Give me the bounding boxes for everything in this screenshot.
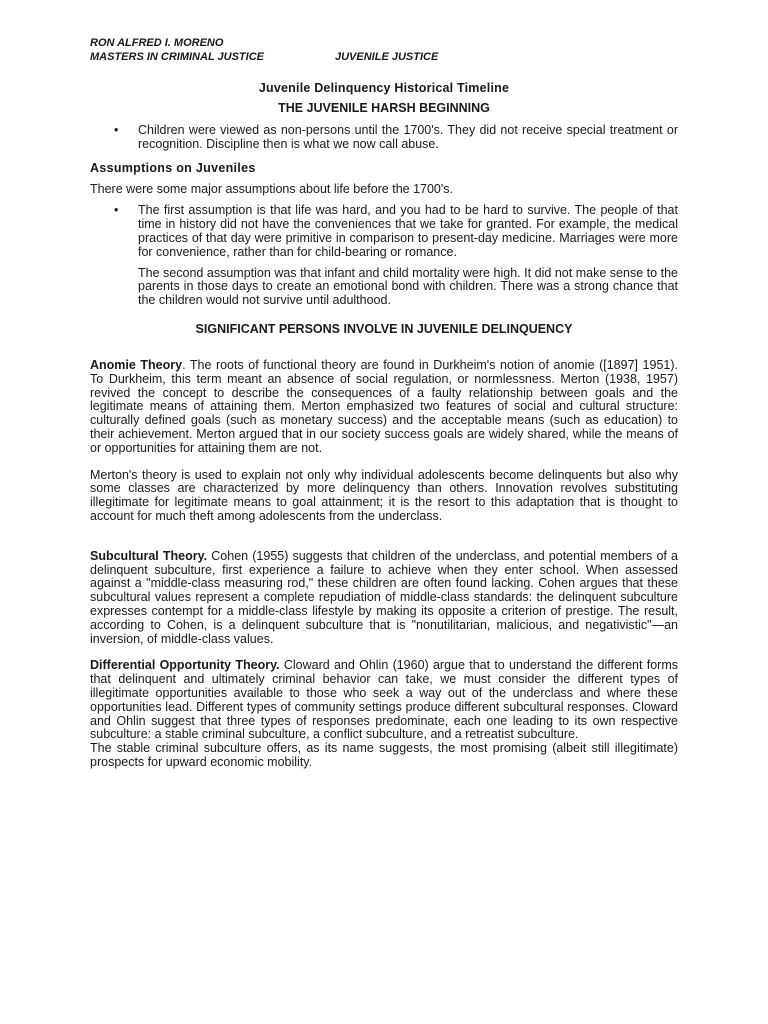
intro-bullet: • Children were viewed as non-persons until the 1700's. They did not receive special treatment or recognition. Discipline then is what we now call abuse. [138, 124, 678, 152]
differential-text: Cloward and Ohlin (1960) argue that to understand the different forms that delinquent and ultimately criminal behavior can take, we must consider the different types of illegitimate opportunities available to those who seek a way out of the underclass and where these opportunities lead. Different types of community settings produce different subcultural responses. Cloward and Ohlin suggest that three types of responses predominate, each one leading to its own respective subculture: a stable criminal subculture, a conflict subculture, and a retreatist subculture. [90, 658, 678, 742]
assumptions-list [90, 204, 678, 259]
intro-list [90, 124, 678, 152]
anomie-term: Anomie Theory [90, 357, 183, 372]
author-name: RON ALFRED I. MORENO [90, 37, 224, 49]
merton-paragraph: Merton's theory is used to explain not only why individual adolescents become delinquents but also why some classes are characterized by more delinquency than others. Innovation revolves substituting illegitimate for legitimate means to goal attainment; it is the resort to this adaptation that is thought to account for much theft among adolescents from the underclass. [90, 467, 678, 523]
subcultural-term: Subcultural Theory. [90, 548, 208, 563]
subcultural-paragraph [90, 550, 678, 647]
assumptions-heading: Assumptions on Juveniles [90, 160, 256, 175]
document-title: Juvenile Delinquency Historical Timeline [258, 81, 510, 95]
subject-name: JUVENILE JUSTICE [335, 51, 439, 63]
persons-heading: SIGNIFICANT PERSONS INVOLVE IN JUVENILE DELINQUENCY [195, 321, 573, 336]
anomie-text: . The roots of functional theory are found in Durkheim's notion of anomie ([1897] 1951). To Durkheim, this term meant an absence of social regulation, or normlessness. Merton (1938, 1957) revived the concept to describe the consequences of a faulty relationship between goals and the legitimate means of attaining them. Merton emphasized two features of social and cultural structure: culturally defined goals (such as monetary success) and the acceptable means (such as education) to their achievement. Merton argued that in our society success goals are widely shared, while the means of or opportunities for attaining them are not. [90, 357, 678, 455]
section-title: THE JUVENILE HARSH BEGINNING [278, 101, 490, 115]
subcultural-text: Cohen (1955) suggests that children of the underclass, and potential members of a delinquent subculture, first experience a failure to achieve when they enter school. When assessed against a "middle-class measuring rod," these children are often found lacking. Cohen argues that these subcultural values represent a complete repudiation of middle-class standards: the delinquent subculture expresses contempt for a middle-class lifestyle by making its opposite a criterion of prestige. The result, according to Cohen, is a delinquent subculture that is "nonutilitarian, malicious, and negativistic"—an inversion, of middle-class values. [90, 548, 678, 646]
differential-paragraph [90, 659, 678, 742]
program-name: MASTERS IN CRIMINAL JUSTICE [90, 51, 264, 63]
stable-subculture-paragraph: The stable criminal subculture offers, as its name suggests, the most promising (albeit still illegitimate) prospects for upward economic mobility. [90, 741, 678, 769]
document-header [90, 36, 678, 64]
anomie-paragraph [90, 359, 678, 456]
header-row [90, 50, 678, 64]
assumptions-lead: There were some major assumptions about life before the 1700's. [90, 181, 453, 196]
differential-term: Differential Opportunity Theory. [90, 658, 280, 673]
first-assumption: • The first assumption is that life was hard, and you had to be hard to survive. The people of that time in history did not have the conveniences that we take for granted. For example, the medical practices of that day were primitive in comparison to present-day medicine. Marriages were more for convenience, rather than for child-bearing or romance. [138, 204, 678, 259]
second-assumption: The second assumption was that infant and child mortality were high. It did not make sense to the parents in those days to create an emotional bond with children. There was a strong chance that the children would not survive until adulthood. [138, 265, 678, 308]
